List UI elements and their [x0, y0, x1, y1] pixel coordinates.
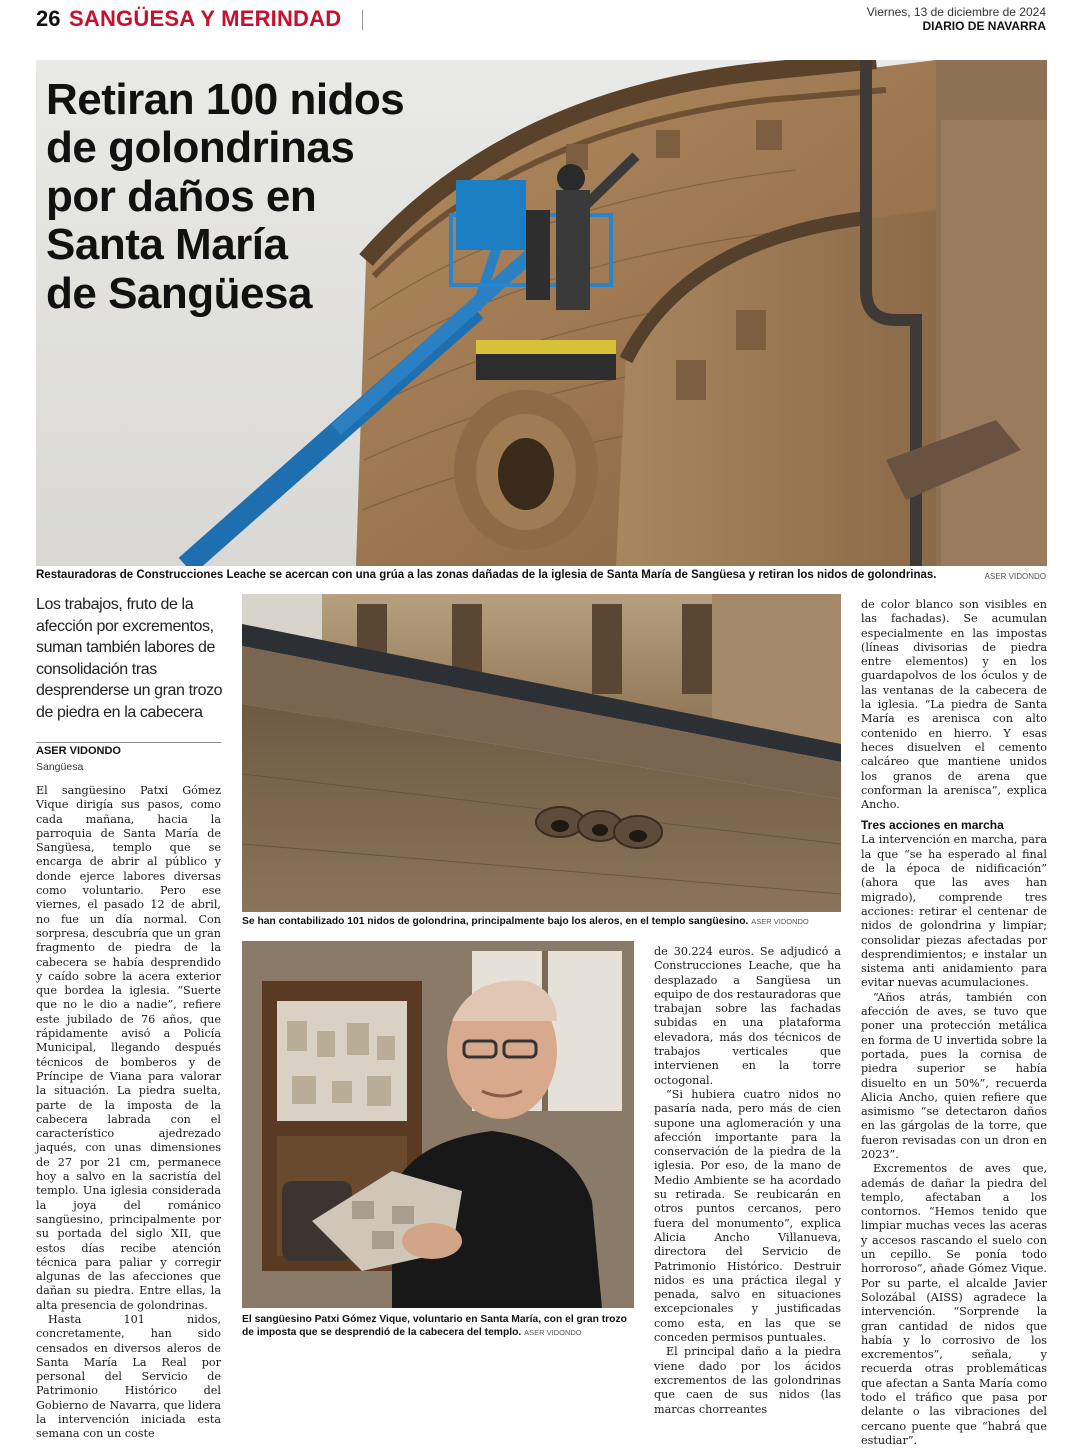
man-photo-caption — [242, 1313, 637, 1339]
subheadline: Los trabajos, fruto de la afección por excrementos, suman también labores de consolidación tras desprenderse un gran trozo de piedra en la cabecera — [36, 596, 223, 721]
photo-credit: ASER VIDONDO — [524, 1328, 582, 1337]
byline-divider — [36, 742, 221, 743]
paragraph: El sangüesino Patxi Gómez Vique dirigía sus pasos, como cada mañana, hacia la parroquia de Santa María de Sangüesa, templo que se encarga de abrir al público y donde ejerce labores diversas como voluntario. Pero ese viernes, el pasado 12 de abril, no fue un día normal. Con sorpresa, descubría que un gran fragmento de piedra de la cabecera se había desprendido y caído sobre la acera exterior que bordea la iglesia. “Suerte que no le dio a nadie”, refiere este jubilado de 76 años, que rápidamente avisó a Policía Municipal, llegando después técnicos de bomberos y de Príncipe de Viana para valorar la situación. La piedra suelta, parte de la imposta de la cabecera labrada con el característico ajedrezado jaqués, con unas dimensiones de 27 por 21 cm, permanece hoy a salvo en la sacristía del templo. Una iglesia considerada la joya del románico sangüesino, principalmente por su portada del siglo XII, que estos días recibe atención técnica para paliar y corregir algunas de las afecciones que dañan su piedra. Entre ellas, la alta presencia de golondrinas. — [36, 784, 221, 1312]
header-divider — [362, 10, 363, 30]
article-column-1 — [36, 784, 221, 1442]
caption-text: Se han contabilizado 101 nidos de golondrina, principalmente bajo los aleros, en el templo sangüesino. — [242, 916, 749, 927]
byline-place: Sangüesa — [36, 761, 84, 773]
article-column-2 — [654, 945, 841, 1417]
main-photo-caption: Restauradoras de Construcciones Leache se acercan con una grúa a las zonas dañadas de la iglesia de Santa María de Sangüesa y retiran los nidos de golondrinas. — [36, 569, 937, 581]
paragraph: “Si hubiera cuatro nidos no pasaría nada, pero más de cien supone una aglomeración y una afección importante para la conservación de la piedra de la iglesia. Por eso, de la mano de Medio Ambiente se ha acordado su retirada. Se reubicarán en otros puntos cercanos, pero fuera del monumento”, explica Alicia Ancho Villanueva, directora del Servicio de Patrimonio Histórico. Destruir nidos es una práctica ilegal y penada, salvo en situaciones excepcionales y justificadas como esta, en las que se conceden permisos puntuales. — [654, 1087, 841, 1345]
caption-text: El sangüesino Patxi Gómez Vique, voluntario en Santa María, con el gran trozo de imposta que se desprendió de la cabecera del templo. — [242, 1314, 627, 1338]
photo-credit: ASER VIDONDO — [751, 917, 809, 926]
byline-author: ASER VIDONDO — [36, 745, 121, 757]
issue-date: Viernes, 13 de diciembre de 2024 — [866, 5, 1046, 19]
paragraph: El principal daño a la piedra viene dado por los ácidos excrementos de las golondrinas que caen de sus nidos (las marcas chorreantes — [654, 1345, 841, 1416]
nests-photo-caption — [242, 916, 842, 927]
man-photo — [242, 941, 634, 1308]
paragraph: Excrementos de aves que, además de dañar la piedra del templo, afectaban a los contornos. “Hemos tenido que limpiar muchas veces las aceras y accesos rascando el suelo con un cepillo. Se ponía todo horroroso”, añade Gómez Vique. Por su parte, el alcalde Javier Solozábal (AISS) agradece la intervención. “Sorprende la gran cantidad de nidos que había y lo corrosivo de los excrementos”, señala, y recuerda otras problemáticas que afectan a Santa María como todo el tráfico que pasa por delante o las vibraciones del cercano puente que “habrá que estudiar”. — [861, 1162, 1047, 1447]
paragraph: “Años atrás, también con afección de aves, se tuvo que poner una protección metálica en forma de U invertida sobre la portada, pues la cornisa de piedra superior se había disuelto en un 50%”, recuerda Alicia Ancho, quien refiere que asimismo “se detectaron daños en las gárgolas de la torre, que fueron revisadas con un dron en 2023”. — [861, 990, 1047, 1161]
newspaper-name: DIARIO DE NAVARRA — [922, 19, 1046, 33]
nests-photo — [242, 594, 841, 912]
section-title: SANGÜESA Y MERINDAD — [69, 6, 342, 31]
headline: Retiran 100 nidos de golondrinas por daños en Santa María de Sangüesa — [46, 75, 405, 318]
paragraph: de 30.224 euros. Se adjudicó a Construcciones Leache, que ha desplazado a Sangüesa un equipo de dos restauradoras que trabajan sobre las fachadas subidas en una plataforma elevadora, más dos técnicos de trabajos verticales que intervienen en la torre octogonal. — [654, 945, 841, 1087]
section-subtitle: Tres acciones en marcha — [861, 818, 1004, 833]
article-column-3 — [861, 598, 1047, 1448]
paragraph: Hasta 101 nidos, concretamente, han sido censados en diversos aleros de Santa María La Real por personal del Servicio de Patrimonio Histórico del Gobierno de Navarra, que lidera la intervención iniciada esta semana con un coste — [36, 1312, 221, 1441]
main-photo-credit: ASER VIDONDO — [984, 572, 1046, 581]
paragraph: La intervención en marcha, para la que “se ha esperado al final de la época de nidificación” (ahora que las aves han migrado), comprende tres acciones: retirar el centenar de nidos de golondrina y limpiar; consolidar piezas afectadas por desprendimientos; e instalar un sistema anti anidamiento para evitar nuevas acumulaciones. — [861, 833, 1047, 990]
page-number: 26 — [36, 6, 61, 31]
paragraph: de color blanco son visibles en las fachadas). Se acumulan especialmente en las impostas (líneas divisorias de piedra entre elementos) y en los guardapolvos de los óculos y de las ventanas de la cabecera de la iglesia. “La piedra de Santa María es arenisca con alto contenido en hierro. Y esas heces disuelven el cemento calcáreo que mantiene unidos los granos de arena que conforman la arenisca”, explica Ancho. — [861, 598, 1047, 812]
